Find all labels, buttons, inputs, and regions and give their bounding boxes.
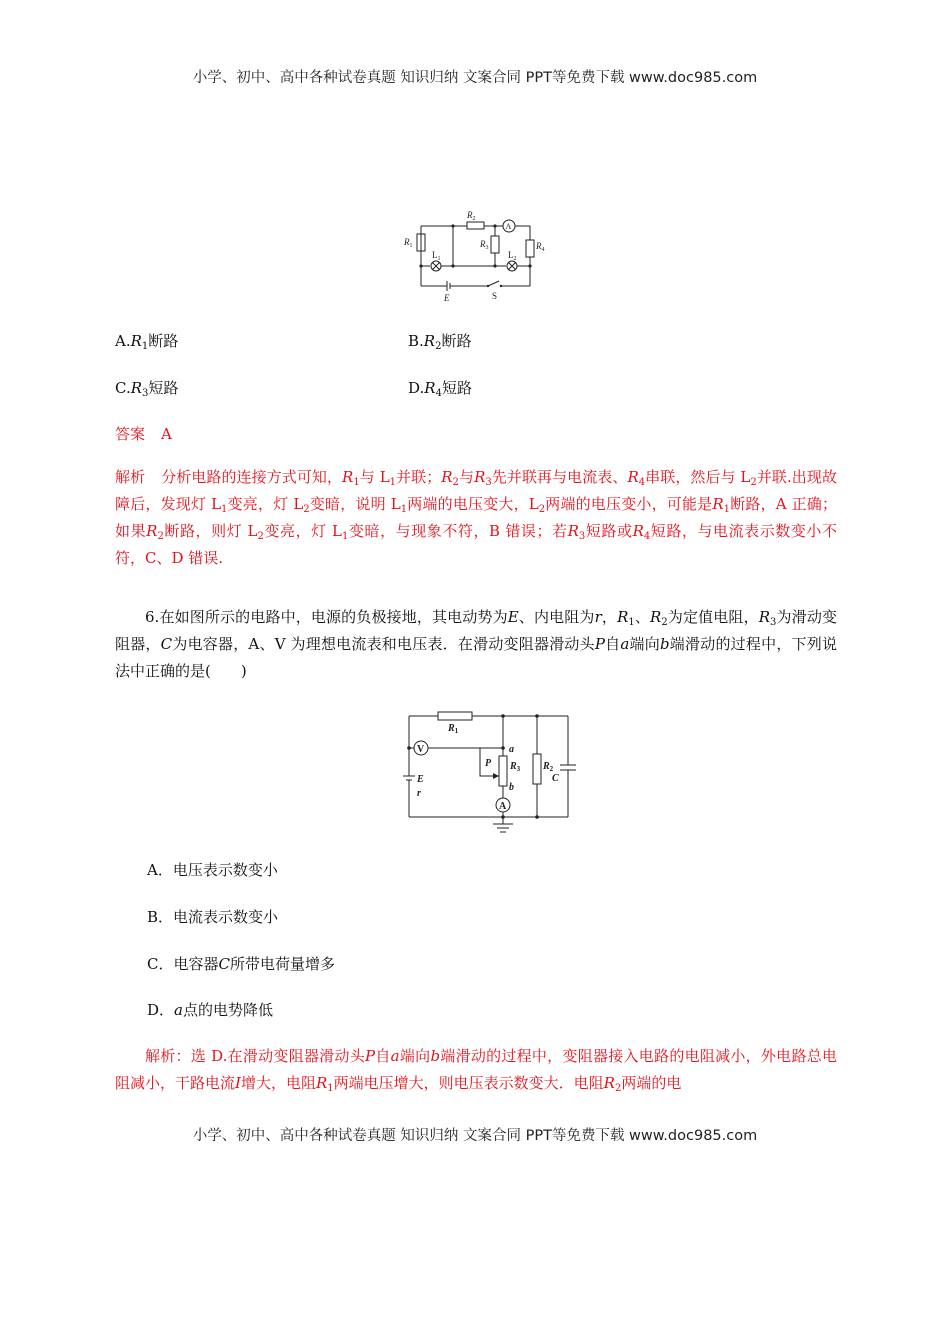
fig2-label-P: P	[485, 758, 492, 769]
fig2-label-R1: $R_1$	[448, 723, 459, 735]
label-R3: $R_3$	[480, 239, 489, 251]
fig2-label-E: E	[417, 774, 424, 785]
q5-option-c: $C.R_3$短路	[115, 379, 179, 399]
label-R1: $R_1$	[404, 237, 413, 249]
label-L2: $L_2$	[508, 250, 517, 262]
q5-option-d: $D.R_4$短路	[408, 379, 472, 399]
q5-analysis: 解析 分析电路的连接方式可知，$R_1$与 $L_1$并联；$R_2$与$R_3$先并联再与电流表、$R_4$串联，然后与 $L_2$并联.出现故障后，发现灯 $L_1$变亮，灯 $L_2$变暗，说明 $L_1$两端的电压变大，$L_2$两端的电压变小，可能是$R_1$断路，A 正确；如果$R_2$断路，则灯 $L_2$变亮，灯 $L_1$变暗，与现象不符，B 错误；若$R_3$短路或$R_4$短路，与电流表示数变小不符，C、D 错误.	[115, 468, 837, 567]
q6-option-d: D．a点的电势降低	[147, 1001, 273, 1019]
label-R2: $R_2$	[467, 210, 476, 222]
fig2-label-R2: $R_2$	[543, 761, 554, 773]
circuit-diagram-1	[400, 204, 560, 304]
label-L1: $L_1$	[432, 250, 441, 262]
fig2-label-C: C	[552, 773, 559, 784]
q6-option-b: B．电流表示数变小	[147, 908, 279, 926]
q6-option-a: A．电压表示数变小	[147, 861, 278, 879]
fig2-label-R3: $R_3$	[510, 761, 521, 773]
fig2-label-a: a	[509, 744, 514, 755]
label-E: E	[444, 293, 450, 303]
q6-analysis: 解析：选 D.在滑动变阻器滑动头P自a端向b端滑动的过程中，变阻器接入电路的电阻减小，外电路总电阻减小，干路电流I增大，电阻$R_1$两端电压增大，则电压表示数变大．电阻$R_2$两端的电	[115, 1047, 837, 1094]
fig2-label-V: V	[417, 744, 425, 755]
page-footer: 小学、初中、高中各种试卷真题 知识归纳 文案合同 PPT等免费下载 www.doc985.com	[192, 1128, 758, 1144]
q6-option-c: C．电容器C所带电荷量增多	[147, 955, 335, 973]
label-A: A	[505, 222, 512, 231]
label-R4: $R_4$	[536, 241, 545, 253]
label-S: S	[492, 291, 498, 301]
fig2-label-A: A	[499, 801, 507, 812]
fig2-label-b: b	[509, 782, 514, 793]
q6-stem: 6.在如图所示的电路中，电源的负极接地，其电动势为E、内电阻为r，$R_1$、$R_2$为定值电阻，$R_3$为滑动变阻器，C为电容器，A、V 为理想电流表和电压表．在滑动变阻器滑动头P自a端向b端滑动的过程中，下列说法中正确的是( )	[115, 608, 837, 680]
fig2-label-r: r	[417, 788, 421, 799]
circuit-diagram-2	[400, 706, 585, 836]
q5-option-a: $A.R_1$断路	[115, 332, 179, 352]
q5-answer: 答案 A	[115, 425, 172, 443]
q5-option-b: $B.R_2$断路	[408, 332, 472, 352]
page-header: 小学、初中、高中各种试卷真题 知识归纳 文案合同 PPT等免费下载 www.doc985.com	[192, 70, 758, 86]
